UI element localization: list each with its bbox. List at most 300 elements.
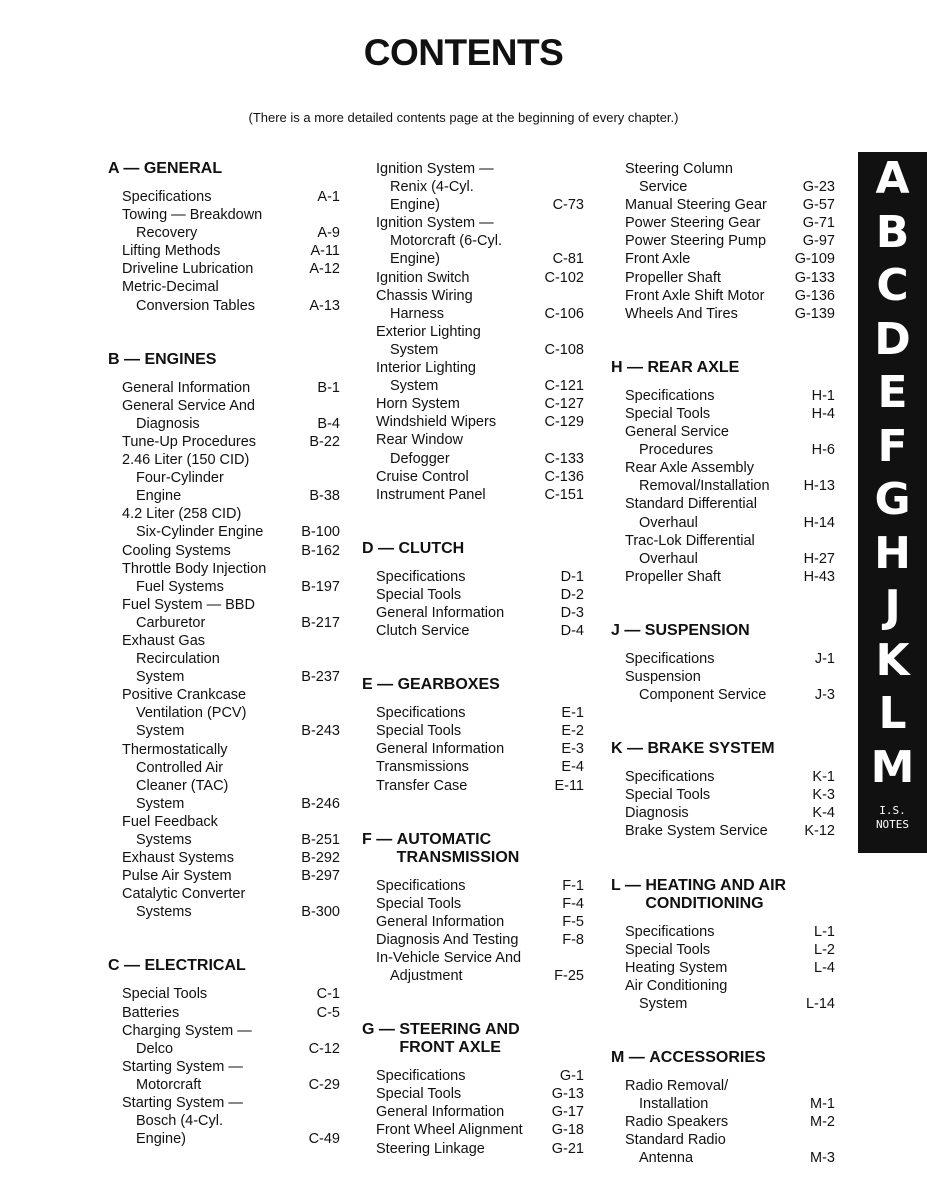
contents-entry[interactable] — [108, 1094, 340, 1148]
contents-entry[interactable] — [108, 1058, 340, 1094]
entry-title: Manual Steering Gear — [625, 197, 767, 214]
entry-title: Special Tools — [625, 941, 711, 958]
contents-entry[interactable] — [611, 668, 835, 704]
entry-title: Power Steering Gear — [625, 215, 761, 232]
contents-entry[interactable] — [611, 568, 835, 586]
contents-entry[interactable] — [362, 431, 584, 467]
entry-title: General Information — [376, 913, 505, 930]
contents-section — [108, 160, 340, 315]
section-heading — [362, 540, 584, 558]
contents-entry[interactable] — [362, 722, 584, 740]
section-title: AUTOMATIC TRANSMISSION — [396, 830, 520, 866]
contents-entry[interactable] — [611, 786, 835, 804]
section-letter: G — — [362, 1021, 400, 1039]
contents-entry[interactable] — [362, 895, 584, 913]
contents-entry[interactable] — [108, 505, 340, 541]
contents-section — [611, 877, 835, 1013]
section-letter: H — — [611, 358, 648, 376]
contents-entry[interactable] — [108, 596, 340, 632]
contents-entry[interactable] — [611, 232, 835, 250]
contents-entry[interactable] — [108, 397, 340, 433]
contents-entry[interactable] — [108, 206, 340, 242]
entry-title: Specifications — [122, 189, 212, 205]
section-spacer — [108, 921, 340, 957]
entry-page-number: M-2 — [810, 1114, 835, 1131]
section-heading — [108, 957, 340, 975]
entry-title: Specifications — [376, 705, 466, 722]
entry-page-number: C-12 — [308, 1040, 340, 1057]
entry-page-number: A-11 — [310, 243, 340, 260]
entry-title: Diagnosis — [625, 805, 689, 822]
contents-entry[interactable] — [611, 269, 835, 287]
contents-entry[interactable] — [108, 260, 340, 278]
page-title: CONTENTS — [363, 32, 564, 73]
contents-entry[interactable] — [108, 985, 340, 1003]
entry-page-number: B-246 — [301, 795, 340, 812]
entry-page-number: F-5 — [562, 913, 584, 930]
entry-page-number: L-14 — [805, 995, 835, 1012]
section-title: SUSPENSION — [644, 621, 750, 639]
entry-title: Specifications — [625, 650, 715, 667]
section-title: STEERING AND FRONT AXLE — [399, 1021, 520, 1057]
entry-title: Specifications — [376, 877, 466, 894]
contents-entry[interactable] — [611, 532, 835, 568]
chapter-tab-e[interactable]: E — [877, 367, 908, 418]
entry-page-number: E-3 — [561, 741, 584, 758]
entry-title: Radio Removal/ Installation — [625, 1078, 729, 1113]
contents-entry[interactable] — [611, 923, 835, 941]
contents-entry[interactable] — [108, 242, 340, 260]
entry-page-number: B-4 — [317, 415, 340, 432]
contents-entry[interactable] — [362, 931, 584, 949]
entry-title: Cruise Control — [376, 468, 469, 485]
entry-page-number: K-12 — [804, 823, 835, 840]
entry-title: Front Axle Shift Motor — [625, 287, 765, 304]
section-spacer — [362, 640, 584, 676]
contents-entry[interactable] — [611, 1131, 835, 1167]
contents-entry[interactable] — [362, 586, 584, 604]
contents-entry[interactable] — [108, 433, 340, 451]
entry-page-number: A-9 — [317, 225, 340, 242]
contents-section — [611, 359, 835, 586]
entry-title: Transfer Case — [376, 777, 468, 794]
entry-title: 2.46 Liter (150 CID) Four-Cylinder Engine — [122, 452, 250, 505]
page-subtitle: (There is a more detailed contents page at the beginning of every chapter.) — [248, 110, 679, 125]
contents-entry[interactable] — [611, 804, 835, 822]
section-heading — [611, 740, 835, 758]
contents-section — [108, 351, 340, 922]
chapter-tab-strip — [858, 152, 927, 853]
section-letter: M — — [611, 1049, 650, 1066]
contents-entry[interactable] — [362, 758, 584, 776]
section-spacer — [611, 323, 835, 359]
contents-section — [362, 831, 584, 986]
section-title: CLUTCH — [398, 539, 465, 557]
section-spacer — [362, 795, 584, 831]
entry-page-number: H-27 — [803, 550, 835, 567]
entry-page-number: B-1 — [317, 379, 340, 396]
entry-page-number: J-3 — [814, 687, 835, 704]
entry-title: Towing — Breakdown Recovery — [122, 207, 263, 242]
entry-page-number: C-49 — [308, 1131, 340, 1148]
contents-entry[interactable] — [108, 278, 340, 314]
contents-entry[interactable] — [611, 959, 835, 977]
chapter-tab-h[interactable]: H — [874, 527, 911, 579]
chapter-tab-j[interactable]: J — [884, 581, 901, 632]
entry-title: Special Tools — [376, 895, 462, 912]
contents-entry[interactable] — [362, 395, 584, 413]
contents-entry[interactable] — [611, 941, 835, 959]
entry-title: Rear Window Defogger — [376, 432, 464, 467]
entry-title: General Information — [376, 604, 505, 621]
entry-title: Heating System — [625, 959, 728, 976]
entry-page-number: C-133 — [544, 450, 584, 467]
section-letter: B — — [108, 350, 145, 368]
contents-entry[interactable] — [108, 560, 340, 596]
entry-page-number: G-57 — [802, 197, 835, 214]
entry-page-number: C-127 — [544, 396, 584, 413]
entry-page-number: E-1 — [561, 705, 584, 722]
section-letter: C — — [108, 957, 145, 975]
contents-entry[interactable] — [362, 604, 584, 622]
contents-entry[interactable] — [108, 542, 340, 560]
entry-title: Tune-Up Procedures — [122, 433, 257, 450]
entry-title: Rear Axle Assembly Removal/Installation — [625, 460, 770, 495]
contents-section — [611, 1049, 835, 1167]
entry-title: Power Steering Pump — [625, 233, 767, 250]
entry-title: Interior Lighting System — [376, 360, 476, 395]
entry-title: Special Tools — [625, 787, 711, 804]
contents-entry[interactable] — [362, 740, 584, 758]
section-spacer — [611, 1013, 835, 1049]
entry-title: Radio Speakers — [625, 1114, 729, 1131]
entry-title: Ignition System — Motorcraft (6-Cyl. Engine) — [376, 215, 502, 268]
contents-entry[interactable] — [108, 188, 340, 206]
entry-title: Special Tools — [376, 723, 462, 740]
entry-page-number: G-97 — [802, 233, 835, 250]
entry-page-number: C-108 — [544, 341, 584, 358]
entry-title: Special Tools — [122, 986, 208, 1003]
contents-entry[interactable] — [611, 387, 835, 405]
entry-title: Special Tools — [376, 1086, 462, 1103]
entry-title: Driveline Lubrication — [122, 261, 254, 278]
section-letter: A — — [108, 160, 144, 177]
entry-title: Special Tools — [625, 405, 711, 422]
contents-entry[interactable] — [108, 1004, 340, 1022]
entry-title: Horn System — [376, 396, 460, 413]
section-heading — [362, 1021, 584, 1057]
entry-page-number: H-13 — [803, 478, 835, 495]
chapter-tab-m[interactable]: M — [870, 741, 915, 793]
entry-title: Clutch Service — [376, 623, 470, 640]
entry-page-number: L-4 — [814, 959, 835, 976]
entry-page-number: C-5 — [316, 1004, 340, 1021]
section-title: ACCESSORIES — [649, 1049, 766, 1066]
entry-page-number: D-4 — [560, 623, 584, 640]
entry-title: Steering Linkage — [376, 1140, 485, 1157]
contents-entry[interactable] — [362, 486, 584, 504]
entry-title: Specifications — [625, 923, 715, 940]
entry-page-number: C-151 — [544, 486, 584, 503]
entry-page-number: L-2 — [814, 941, 835, 958]
contents-entry[interactable] — [362, 913, 584, 931]
entry-page-number: G-18 — [551, 1122, 584, 1139]
contents-entry[interactable] — [362, 160, 584, 214]
contents-entry[interactable] — [362, 1067, 584, 1085]
entry-page-number: G-139 — [794, 305, 835, 322]
section-title: REAR AXLE — [647, 358, 740, 376]
contents-entry[interactable] — [611, 196, 835, 214]
entry-page-number: K-4 — [812, 805, 835, 822]
entry-page-number: G-71 — [802, 215, 835, 232]
entry-title: General Service And Diagnosis — [122, 397, 255, 432]
chapter-tab-g[interactable]: G — [874, 474, 911, 525]
section-title: GENERAL — [143, 160, 223, 177]
entry-page-number: C-73 — [552, 197, 584, 214]
contents-entry[interactable] — [611, 287, 835, 305]
entry-page-number: L-1 — [814, 923, 835, 940]
entry-title: Suspension Component Service — [625, 668, 767, 704]
entry-title: Propeller Shaft — [625, 269, 721, 286]
contents-entry[interactable] — [611, 650, 835, 668]
entry-page-number: H-14 — [803, 514, 835, 531]
entry-page-number: M-3 — [810, 1150, 835, 1167]
section-heading — [611, 877, 835, 913]
entry-title: Metric-Decimal Conversion Tables — [122, 279, 256, 314]
entry-page-number: C-121 — [544, 378, 584, 395]
contents-entry[interactable] — [108, 1022, 340, 1058]
contents-entry[interactable] — [611, 214, 835, 232]
entry-page-number: G-21 — [551, 1140, 584, 1157]
contents-section — [362, 540, 584, 640]
entry-page-number: J-1 — [814, 650, 835, 667]
contents-entry[interactable] — [108, 849, 340, 867]
contents-section — [362, 676, 584, 794]
entry-title: Cooling Systems — [122, 542, 231, 559]
contents-entry[interactable] — [611, 423, 835, 459]
entry-title: Propeller Shaft — [625, 568, 721, 585]
entry-title: Brake System Service — [625, 823, 768, 840]
chapter-tab-c[interactable]: C — [876, 260, 909, 311]
entry-page-number: D-1 — [560, 568, 584, 585]
entry-page-number: B-38 — [309, 488, 340, 505]
section-spacer — [362, 504, 584, 540]
contents-entry[interactable] — [362, 704, 584, 722]
entry-title: Diagnosis And Testing — [376, 931, 519, 948]
contents-entry[interactable] — [362, 468, 584, 486]
section-letter: L — — [611, 876, 646, 894]
chapter-tab-a[interactable]: A — [875, 153, 910, 204]
contents-entry[interactable] — [611, 768, 835, 786]
entry-page-number: D-2 — [560, 586, 584, 603]
entry-title: Charging System — Delco — [122, 1022, 252, 1057]
entry-page-number: G-23 — [802, 179, 835, 196]
contents-entry[interactable] — [611, 495, 835, 531]
contents-entry[interactable] — [362, 1140, 584, 1158]
section-title: ELECTRICAL — [144, 957, 246, 975]
section-letter: D — — [362, 539, 399, 557]
section-heading — [611, 359, 835, 377]
chapter-tab-notes[interactable]: I.S. NOTES — [875, 804, 910, 831]
contents-entry[interactable] — [611, 459, 835, 495]
entry-page-number: G-136 — [794, 287, 835, 304]
entry-title: Steering Column Service — [625, 161, 733, 196]
section-heading — [362, 831, 584, 867]
contents-entry[interactable] — [362, 1121, 584, 1139]
entry-title: General Service Procedures — [625, 424, 729, 459]
entry-title: Instrument Panel — [376, 486, 486, 503]
entry-page-number: D-3 — [560, 604, 584, 621]
contents-entry[interactable] — [611, 305, 835, 323]
section-letter: K — — [611, 740, 648, 758]
contents-entry[interactable] — [362, 1103, 584, 1121]
contents-entry[interactable] — [362, 413, 584, 431]
entry-page-number: B-251 — [301, 832, 340, 848]
entry-title: Thermostatically Controlled Air Cleaner (TAC) System — [122, 741, 229, 812]
entry-title: Special Tools — [376, 586, 462, 603]
entry-title: Transmissions — [376, 759, 469, 776]
entry-page-number: B-292 — [301, 850, 340, 867]
contents-entry[interactable] — [108, 379, 340, 397]
entry-page-number: B-297 — [301, 868, 340, 885]
contents-section — [611, 160, 835, 323]
entry-page-number: M-1 — [810, 1096, 835, 1113]
contents-entry[interactable] — [611, 405, 835, 423]
entry-title: Wheels And Tires — [625, 305, 738, 322]
entry-title: 4.2 Liter (258 CID) Six-Cylinder Engine — [122, 506, 264, 541]
contents-entry[interactable] — [108, 686, 340, 740]
contents-entry[interactable] — [611, 977, 835, 1013]
contents-entry[interactable] — [362, 214, 584, 268]
entry-title: Chassis Wiring Harness — [376, 287, 473, 322]
chapter-tab-d[interactable]: D — [874, 313, 911, 365]
contents-section — [362, 1021, 584, 1157]
entry-title: Exhaust Systems — [122, 850, 235, 867]
entry-title: Exterior Lighting System — [376, 323, 481, 358]
contents-entry[interactable] — [108, 885, 340, 921]
section-letter: E — — [362, 676, 398, 694]
contents-entry[interactable] — [362, 877, 584, 895]
contents-entry[interactable] — [611, 1113, 835, 1131]
entry-title: Lifting Methods — [122, 243, 221, 260]
entry-title: Specifications — [376, 1068, 466, 1085]
entry-title: General Information — [122, 379, 251, 396]
section-heading — [362, 676, 584, 694]
entry-page-number: A-13 — [309, 297, 340, 314]
contents-entry[interactable] — [611, 160, 835, 196]
entry-page-number: F-4 — [562, 895, 584, 912]
section-spacer — [362, 985, 584, 1021]
contents-entry[interactable] — [611, 822, 835, 840]
entry-title: Standard Differential Overhaul — [625, 496, 757, 531]
contents-section — [108, 957, 340, 1148]
contents-entry[interactable] — [362, 1085, 584, 1103]
entry-page-number: G-13 — [551, 1086, 584, 1103]
chapter-tab-l[interactable]: L — [878, 688, 907, 739]
chapter-tab-f[interactable]: F — [877, 420, 908, 472]
entry-page-number: G-1 — [559, 1068, 584, 1085]
contents-entry[interactable] — [108, 813, 340, 849]
entry-page-number: K-3 — [812, 787, 835, 804]
entry-page-number: B-162 — [301, 542, 340, 559]
contents-entry[interactable] — [362, 622, 584, 640]
section-heading — [108, 160, 340, 178]
entry-title: Starting System — Motorcraft — [122, 1058, 243, 1093]
entry-title: Batteries — [122, 1004, 180, 1021]
entry-title: Pulse Air System — [122, 868, 232, 885]
entry-page-number: H-4 — [811, 405, 835, 422]
entry-page-number: G-17 — [551, 1104, 584, 1121]
entry-title: Starting System — Bosch (4-Cyl. Engine) — [122, 1095, 243, 1148]
contents-entry[interactable] — [362, 359, 584, 395]
contents-entry[interactable] — [362, 269, 584, 287]
entry-page-number: B-22 — [309, 433, 340, 450]
section-letter: J — — [611, 621, 645, 639]
entry-page-number: H-6 — [811, 442, 835, 459]
entry-title: Windshield Wipers — [376, 414, 497, 431]
contents-entry[interactable] — [108, 451, 340, 505]
entry-title: Front Axle — [625, 251, 691, 268]
contents-entry[interactable] — [108, 632, 340, 686]
contents-entry[interactable] — [611, 1077, 835, 1113]
entry-page-number: E-4 — [561, 759, 584, 776]
section-title: BRAKE SYSTEM — [647, 740, 775, 758]
entry-title: Fuel Feedback Systems — [122, 813, 218, 848]
contents-entry[interactable] — [611, 250, 835, 268]
entry-title: Specifications — [625, 387, 715, 404]
contents-entry[interactable] — [362, 287, 584, 323]
entry-page-number: B-237 — [301, 669, 340, 686]
entry-title: Ignition Switch — [376, 269, 470, 286]
contents-entry[interactable] — [362, 777, 584, 795]
contents-entry[interactable] — [362, 949, 584, 985]
section-spacer — [611, 704, 835, 740]
section-spacer — [108, 315, 340, 351]
entry-page-number: E-11 — [554, 777, 584, 794]
entry-page-number: G-109 — [794, 251, 835, 268]
contents-column-2 — [362, 160, 584, 1158]
entry-title: Front Wheel Alignment — [376, 1122, 523, 1139]
entry-page-number: C-129 — [544, 414, 584, 431]
section-title: HEATING AND AIR CONDITIONING — [645, 876, 787, 912]
entry-title: Ignition System — Renix (4-Cyl. Engine) — [376, 161, 494, 214]
entry-page-number: E-2 — [561, 723, 584, 740]
entry-page-number: F-8 — [562, 931, 584, 948]
entry-page-number: B-243 — [301, 723, 340, 740]
contents-entry[interactable] — [362, 568, 584, 586]
entry-title: Trac-Lok Differential Overhaul — [625, 532, 755, 567]
entry-page-number: C-136 — [544, 468, 584, 485]
chapter-tab-k[interactable]: K — [875, 634, 910, 686]
entry-title: Exhaust Gas Recirculation System — [122, 632, 220, 686]
entry-title: Air Conditioning System — [625, 977, 728, 1012]
contents-entry[interactable] — [108, 741, 340, 813]
entry-page-number: C-29 — [308, 1076, 340, 1093]
entry-page-number: C-1 — [316, 986, 340, 1003]
contents-entry[interactable] — [108, 867, 340, 885]
section-heading — [611, 1049, 835, 1067]
entry-title: Standard Radio Antenna — [625, 1132, 726, 1167]
contents-section — [611, 740, 835, 840]
entry-page-number: F-25 — [554, 968, 584, 985]
entry-page-number: A-1 — [317, 189, 340, 205]
entry-title: Catalytic Converter Systems — [122, 886, 246, 921]
section-letter: F — — [362, 830, 397, 848]
entry-title: Specifications — [376, 568, 466, 585]
chapter-tab-b[interactable]: B — [875, 206, 910, 258]
entry-title: Fuel System — BBD Carburetor — [122, 596, 255, 631]
contents-entry[interactable] — [362, 323, 584, 359]
